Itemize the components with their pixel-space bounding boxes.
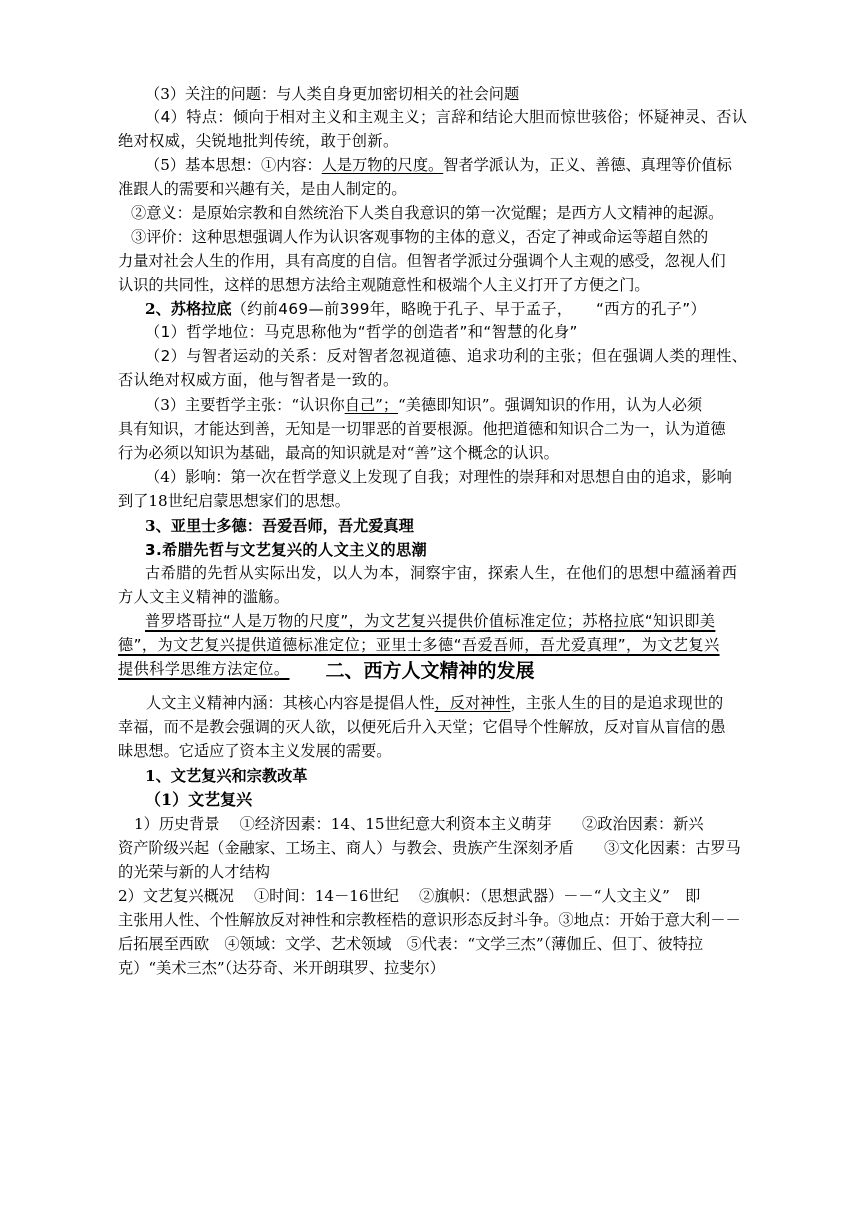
section-heading: 1、文艺复兴和宗教改革 xyxy=(145,767,308,785)
text-line: 准跟人的需要和兴趣有关，是由人制定的。 xyxy=(118,180,407,198)
text-line: ③评价：这种思想强调人作为认识客观事物的主体的意义，否定了神或命运等超自然的 xyxy=(131,228,709,246)
text-line: 否认绝对权威方面，他与智者是一致的。 xyxy=(118,371,399,389)
text-line: 主张用人性、个性解放反对神性和宗教桎梏的意识形态反封斗争。③地点：开始于意大利－－ xyxy=(118,911,741,929)
text-line: 行为必须以知识为基础，最高的知识就是对“善”这个概念的认识。 xyxy=(118,444,559,462)
text-segment: ，主张人生的目的是追求现世的 xyxy=(510,694,724,712)
underlined-phrase: 自己”； xyxy=(344,396,399,414)
text-line: （1）哲学地位：马克思称他为“哲学的创造者”和“智慧的化身” xyxy=(145,323,578,341)
text-line: 幸福，而不是教会强调的灭人欲，以便死后升入天堂；它倡导个性解放，反对盲从盲信的愚 xyxy=(118,718,726,736)
text-line: 2）文艺复兴概况 ①时间：14－16世纪 ②旗帜：（思想武器）－－“人文主义” 即 xyxy=(118,887,701,905)
text-segment: 人文主义精神内涵：其核心内容是提倡人性 xyxy=(146,694,435,712)
text-line: 具有知识，才能达到善，无知是一切罪恶的首要根源。他把道德和知识合二为一，认为道德 xyxy=(118,420,726,438)
text-segment: （5）基本思想：①内容： xyxy=(145,156,322,174)
text-line xyxy=(145,297,778,321)
section-heading: （1）文艺复兴 xyxy=(145,790,253,809)
text-segment: “美德即知识”。强调知识的作用，认为人必须 xyxy=(398,396,703,414)
text-line: （4）特点：倾向于相对主义和主观主义；言辞和结论大胆而惊世骇俗；怀疑神灵、否认 xyxy=(145,108,748,126)
text-line: 到了18世纪启蒙思想家们的思想。 xyxy=(118,492,350,510)
text-line xyxy=(145,393,778,417)
text-line: 克）“美术三杰”（达芬奇、米开朗琪罗、拉斐尔） xyxy=(118,959,445,977)
text-line: 资产阶级兴起（金融家、工场主、商人）与教会、贵族产生深刻矛盾 ③文化因素：古罗马 xyxy=(118,839,741,857)
underlined-phrase: 人是万物的尺度。 xyxy=(321,156,444,174)
section-heading: 3、亚里士多德：吾爱吾师，吾尤爱真理 xyxy=(145,517,414,535)
text-line: 提供科学思维方法定位。 xyxy=(118,660,290,678)
text-line: 的光荣与新的人才结构 xyxy=(118,863,270,881)
text-line: （2）与智者运动的关系：反对智者忽视道德、追求功利的主张；但在强调人类的理性、 xyxy=(145,347,748,365)
text-line: 1）历史背景 ①经济因素：14、15世纪意大利资本主义萌芽 ②政治因素：新兴 xyxy=(134,815,704,833)
text-line: 昧思想。它适应了资本主义发展的需要。 xyxy=(118,742,392,760)
text-line: 古希腊的先哲从实际出发，以人为本，洞察宇宙，探索人生，在他们的思想中蕴涵着西 xyxy=(145,564,738,582)
text-segment: （约前469—前399年，略晚于孔子、早于孟子， “西方的孔子”） xyxy=(231,300,707,318)
text-line: 绝对权威，尖锐地批判传统，敢于创新。 xyxy=(118,132,399,150)
underlined-phrase: ，反对神性 xyxy=(434,694,511,712)
text-line xyxy=(146,691,806,715)
text-line: 后拓展至西欧 ④领域：文学、艺术领域 ⑤代表：“文学三杰”（薄伽丘、但丁、彼特拉 xyxy=(118,935,704,953)
text-segment: 智者学派认为，正义、善德、真理等价值标 xyxy=(443,156,732,174)
section-title: 二、西方人文精神的发展 xyxy=(325,660,535,682)
text-line: 方人文主义精神的滥觞。 xyxy=(118,588,290,606)
text-line: ②意义：是原始宗教和自然统治下人类自我意识的第一次觉醒；是西方人文精神的起源。 xyxy=(131,204,724,222)
text-segment: （3）主要哲学主张：“认识你 xyxy=(145,396,345,414)
section-heading: 2、苏格拉底 xyxy=(145,300,232,318)
text-line: （4）影响：第一次在哲学意义上发现了自我；对理性的崇拜和对思想自由的追求，影响 xyxy=(145,468,732,486)
text-line xyxy=(145,153,778,177)
text-line: 普罗塔哥拉“人是万物的尺度”，为文艺复兴提供价值标准定位；苏格拉底“知识即美 xyxy=(145,612,716,630)
text-line: 力量对社会人生的作用，具有高度的自信。但智者学派过分强调个人主观的感受，忽视人们 xyxy=(118,252,726,270)
text-line: 德”，为文艺复兴提供道德标准定位；亚里士多德“吾爱吾师，吾尤爱真理”，为文艺复兴 xyxy=(118,636,720,654)
text-line: 认识的共同性，这样的思想方法给主观随意性和极端个人主义打开了方便之门。 xyxy=(118,276,650,294)
text-line: （3）关注的问题：与人类自身更加密切相关的社会问题 xyxy=(145,85,520,103)
section-heading: 3.希腊先哲与文艺复兴的人文主义的思潮 xyxy=(145,541,428,559)
